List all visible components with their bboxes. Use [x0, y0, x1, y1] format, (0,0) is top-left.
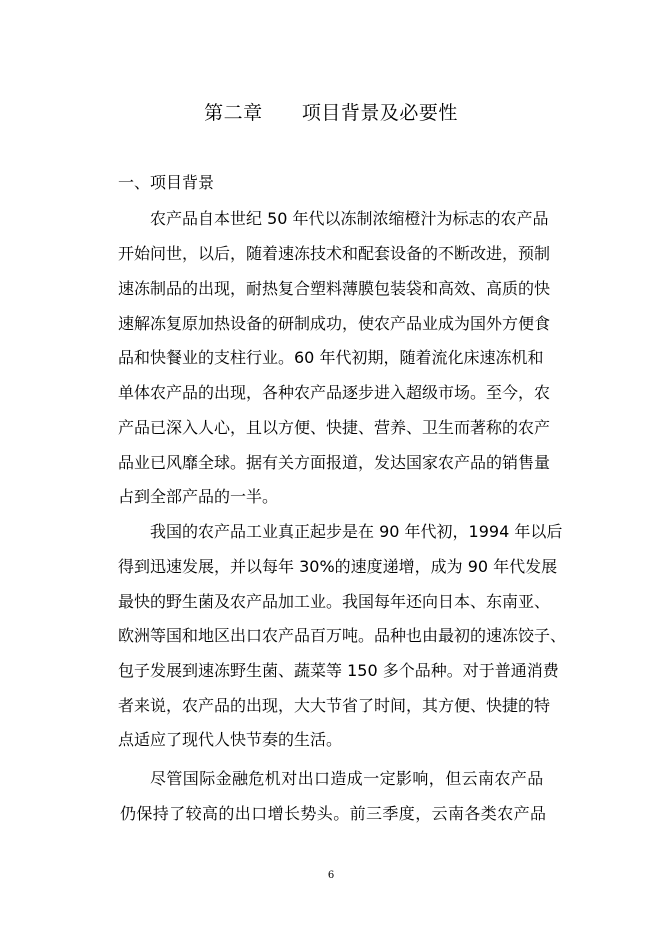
paragraph-line: 开始问世，以后，随着速冻技术和配套设备的不断改进，预制	[118, 244, 551, 263]
paragraph-line: 点适应了现代人快节奏的生活。	[118, 730, 343, 749]
paragraph-line: 包子发展到速冻野生菌、蔬菜等 150 多个品种。对于普通消费	[118, 661, 559, 680]
paragraph-line: 欧洲等国和地区出口农产品百万吨。品种也由最初的速冻饺子、	[118, 626, 567, 645]
paragraph-line: 单体农产品的出现，各种农产品逐步进入超级市场。至今，农	[118, 383, 551, 402]
paragraph-line: 我国的农产品工业真正起步是在 90 年代初，1994 年以后	[150, 522, 563, 541]
chapter-title: 第二章 项目背景及必要性	[204, 102, 458, 124]
paragraph-line: 品业已风靡全球。据有关方面报道，发达国家农产品的销售量	[118, 453, 551, 472]
section-heading: 一、项目背景	[118, 173, 215, 192]
paragraph-line: 速冻制品的出现，耐热复合塑料薄膜包装袋和高效、高质的快	[118, 279, 551, 298]
paragraph-line: 尽管国际金融危机对出口造成一定影响，但云南农产品	[150, 769, 544, 788]
page-number: 6	[327, 870, 335, 881]
paragraph-line: 产品已深入人心，且以方便、快捷、营养、卫生而著称的农产	[118, 418, 551, 437]
paragraph-line: 最快的野生菌及农产品加工业。我国每年还向日本、东南亚、	[118, 592, 551, 611]
paragraph-line: 速解冻复原加热设备的研制成功，使农产品业成为国外方便食	[118, 314, 551, 333]
paragraph-line: 仍保持了较高的出口增长势头。前三季度，云南各类农产品	[120, 804, 547, 823]
paragraph-line: 农产品自本世纪 50 年代以冻制浓缩橙汁为标志的农产品	[150, 209, 549, 228]
paragraph-line: 者来说，农产品的出现，大大节省了时间，其方便、快捷的特	[118, 696, 551, 715]
paragraph-line: 品和快餐业的支柱行业。60 年代初期，随着流化床速冻机和	[118, 348, 544, 367]
paragraph-line: 占到全部产品的一半。	[118, 487, 279, 506]
paragraph-line: 得到迅速发展，并以每年 30%的速度递增，成为 90 年代发展	[118, 557, 558, 576]
